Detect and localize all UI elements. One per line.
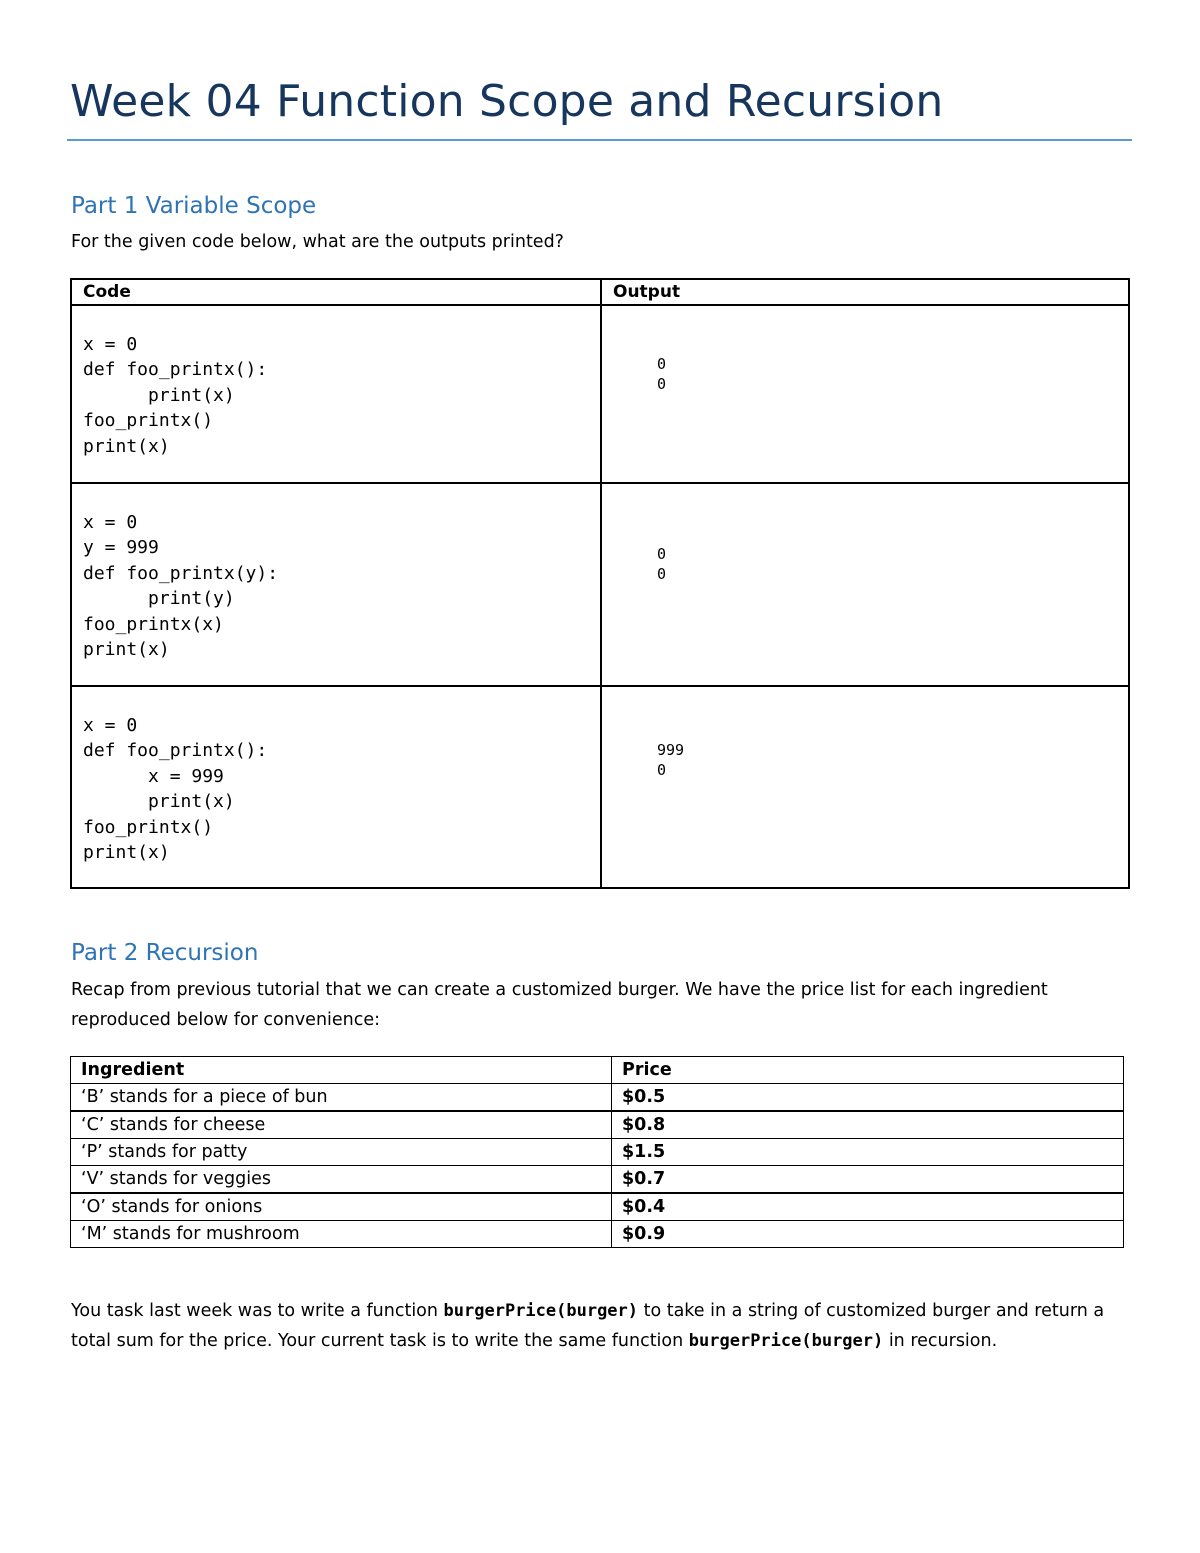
output-cell [601,686,1129,888]
table-row [71,1193,1124,1221]
table-row [71,1139,1124,1166]
page-title: Week 04 Function Scope and Recursion [70,76,944,127]
output-text: 0 0 [657,545,667,583]
code-snippet: x = 0 def foo_printx(): print(x) foo_printx() print(x) [83,334,268,457]
price-cell: $0.9 [612,1221,1124,1248]
part1-prompt: For the given code below, what are the outputs printed? [71,232,564,252]
part2-intro: Recap from previous tutorial that we can create a customized burger. We have the price list for each ingredient reproduced below for convenience: [71,980,1048,1030]
code-cell [71,686,601,888]
price-cell: $0.7 [612,1166,1124,1194]
table-row [71,305,1129,483]
ingredient-cell: ‘M’ stands for mushroom [71,1221,612,1248]
table-row [71,1084,1124,1112]
ingredient-cell: ‘O’ stands for onions [71,1193,612,1221]
output-cell [601,483,1129,686]
price-cell: $0.8 [612,1111,1124,1139]
ingredient-column-header: Ingredient [71,1057,612,1084]
ingredient-cell: ‘P’ stands for patty [71,1139,612,1166]
table-header-row [71,1057,1124,1084]
output-cell [601,305,1129,483]
title-underline [67,139,1132,141]
part1-heading: Part 1 Variable Scope [71,193,317,219]
table-row [71,1221,1124,1248]
table-row [71,1111,1124,1139]
price-cell: $0.5 [612,1084,1124,1112]
code-cell [71,305,601,483]
code-snippet: x = 0 y = 999 def foo_printx(y): print(y) foo_printx(x) print(x) [83,512,279,661]
task-text-2: to take in a string of customized burger and return a total sum for the price. Your current task is to write the same function [71,1301,1105,1351]
function-name: burgerPrice(burger) [443,1301,639,1321]
ingredient-cell: ‘V’ stands for veggies [71,1166,612,1194]
table-row [71,1166,1124,1194]
price-cell: $1.5 [612,1139,1124,1166]
scope-code-table [70,278,1130,889]
code-column-header: Code [71,279,601,305]
price-column-header: Price [612,1057,1124,1084]
code-cell [71,483,601,686]
output-text: 999 0 [657,741,685,779]
price-cell: $0.4 [612,1193,1124,1221]
ingredient-cell: ‘B’ stands for a piece of bun [71,1084,612,1112]
table-row [71,686,1129,888]
table-header-row [71,279,1129,305]
task-text-3: in recursion. [883,1331,998,1351]
code-snippet: x = 0 def foo_printx(): x = 999 print(x) foo_printx() print(x) [83,715,268,864]
task-text-1: You task last week was to write a function [71,1301,444,1321]
ingredient-cell: ‘C’ stands for cheese [71,1111,612,1139]
output-column-header: Output [601,279,1129,305]
table-row [71,483,1129,686]
task-paragraph [71,1296,1131,1356]
output-text: 0 0 [657,355,667,393]
function-name: burgerPrice(burger) [688,1331,884,1351]
price-table [70,1056,1124,1248]
part2-heading: Part 2 Recursion [71,940,259,966]
